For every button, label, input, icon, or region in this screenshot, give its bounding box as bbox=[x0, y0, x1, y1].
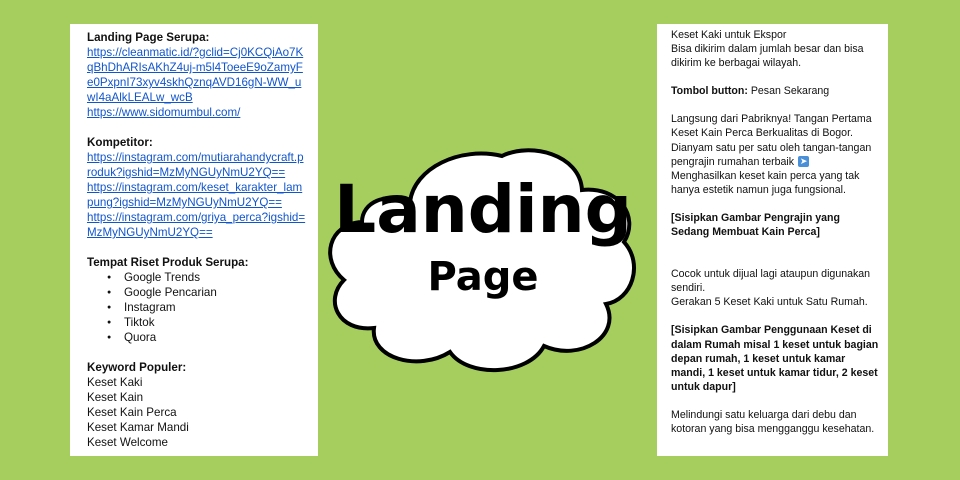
keyword-item: Keset Welcome bbox=[87, 436, 168, 449]
landing-page-heading: Landing Page Serupa: bbox=[87, 31, 210, 44]
research-item: ● Google Trends bbox=[107, 270, 306, 285]
paragraph-result: Menghasilkan keset kain perca yang tak hanya estetik namun juga fungsional. bbox=[671, 169, 860, 196]
image-note-usage: [Sisipkan Gambar Penggunaan Keset di dalam Rumah misal 1 keset untuk bagian depan rumah, 1 keset untuk kamar mandi, 1 keset untuk kamar tidur, 2 keset untuk dapur] bbox=[671, 324, 879, 393]
intro-line-export: Keset Kaki untuk Ekspor bbox=[671, 29, 787, 41]
keyword-item: Keset Kamar Mandi bbox=[87, 421, 189, 434]
right-document-panel bbox=[657, 24, 888, 456]
research-item: ● Quora bbox=[107, 330, 306, 345]
landing-link-sidomumbul[interactable]: https://www.sidomumbul.com/ bbox=[87, 106, 241, 119]
right-arrow-icon: ➤ bbox=[799, 156, 808, 167]
button-spec-label: Tombol button: bbox=[671, 85, 748, 98]
landing-link-cleanmatic[interactable]: https://cleanmatic.id/?gclid=Cj0KCQiAo7KqBhDhARIsAKhZ4uj-m5l4ToeeE9oZamyFe0PxpnI73xyv4skhQznqAVD16gN-WW_uwI4aAlkLEALw_wcB bbox=[87, 46, 304, 104]
competitor-heading: Kompetitor: bbox=[87, 136, 153, 149]
paragraph-factory-text: Langsung dari Pabriknya! Tangan Pertama Keset Kain Perca Berkualitas di Bogor. Dianyam satu per satu oleh tangan-tangan pengrajin rumahan terbaik bbox=[671, 113, 872, 168]
keyword-item: Keset Kaki bbox=[87, 376, 143, 389]
competitor-link-griya-perca[interactable]: https://instagram.com/griya_perca?igshid=MzMyNGUyNmU2YQ== bbox=[87, 211, 306, 239]
keyword-item: Keset Kain Perca bbox=[87, 406, 177, 419]
button-spec-value: Pesan Sekarang bbox=[747, 85, 830, 98]
left-document-panel bbox=[70, 24, 318, 456]
paragraph-factory bbox=[671, 112, 880, 168]
cloud-subtitle: Page bbox=[427, 254, 539, 300]
research-item: ● Google Pencarian bbox=[107, 285, 306, 300]
landing-page-cloud bbox=[318, 140, 648, 380]
paragraph-resell: Cocok untuk dijual lagi ataupun digunakan sendiri. bbox=[671, 268, 871, 295]
paragraph-movement: Gerakan 5 Keset Kaki untuk Satu Rumah. bbox=[671, 296, 868, 309]
research-item: ● Tiktok bbox=[107, 315, 306, 330]
button-spec bbox=[671, 84, 880, 98]
image-note-craftsman: [Sisipkan Gambar Pengrajin yang Sedang Membuat Kain Perca] bbox=[671, 211, 840, 239]
competitor-link-mutiara[interactable]: https://instagram.com/mutiarahandycraft.produk?igshid=MzMyNGUyNmU2YQ== bbox=[87, 151, 304, 179]
competitor-link-keset-karakter[interactable]: https://instagram.com/keset_karakter_lampung?igshid=MzMyNGUyNmU2YQ== bbox=[87, 181, 303, 209]
keyword-heading: Keyword Populer: bbox=[87, 361, 187, 374]
keyword-item: Keset Kain bbox=[87, 391, 144, 404]
paragraph-protect: Melindungi satu keluarga dari debu dan kotoran yang bisa mengganggu kesehatan. bbox=[671, 408, 875, 435]
research-list bbox=[87, 270, 306, 345]
intro-line-shipping: Bisa dikirim dalam jumlah besar dan bisa dikirim ke berbagai wilayah. bbox=[671, 43, 864, 70]
research-heading: Tempat Riset Produk Serupa: bbox=[87, 256, 249, 269]
cloud-title: Landing bbox=[334, 171, 632, 248]
research-item: ● Instagram bbox=[107, 300, 306, 315]
